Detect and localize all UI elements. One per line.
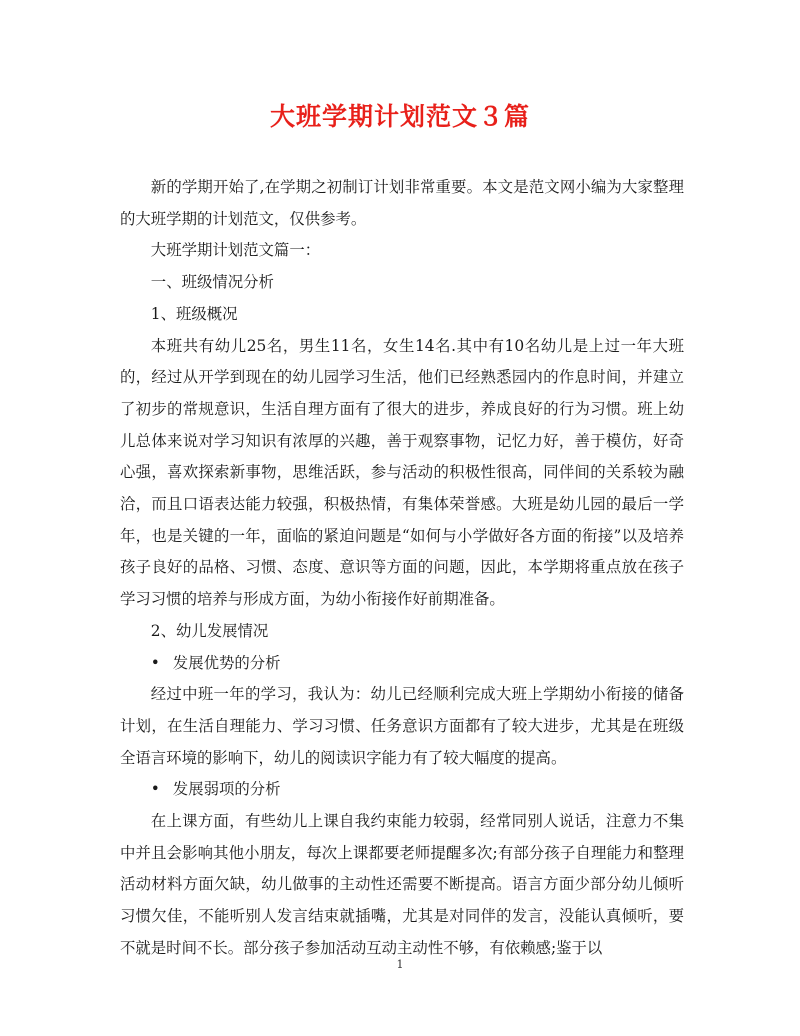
bullet-strengths [120, 648, 684, 680]
document-title: 大班学期计划范文３篇 [269, 102, 530, 131]
page-number: 1 [396, 958, 404, 971]
bullet-weaknesses [120, 774, 684, 806]
section-heading-plan-one: 大班学期计划范文篇一： [150, 241, 321, 260]
subheading-class-overview: 1、班级概况 [150, 304, 238, 323]
strengths-paragraph: 经过中班一年的学习，我认为：幼儿已经顺利完成大班上学期幼小衔接的储备计划，在生活自理能力、学习习惯、任务意识方面都有了较大进步，尤其是在班级全语言环境的影响下，幼儿的阅读识字能力有了较大幅度的提高。 [120, 685, 684, 767]
weaknesses-paragraph: 在上课方面，有些幼儿上课自我约束能力较弱，经常同别人说话，注意力不集中并且会影响其他小朋友，每次上课都要老师提醒多次;有部分孩子自理能力和整理活动材料方面欠缺，幼儿做事的主动性还需要不断提高。语言方面少部分幼儿倾听习惯欠佳，不能听别人发言结束就插嘴，尤其是对同伴的发言，没能认真倾听，要不就是时间不长。部分孩子参加活动互动主动性不够，有依赖感;鉴于以 [120, 812, 684, 957]
section-heading-class-analysis: 一、班级情况分析 [150, 273, 274, 292]
intro-paragraph: 新的学期开始了,在学期之初制订计划非常重要。本文是范文网小编为大家整理的大班学期的计划范文，仅供参考。 [120, 178, 684, 228]
document-body [120, 172, 684, 965]
bullet-marker: • [150, 780, 160, 799]
class-overview-paragraph: 本班共有幼儿25名，男生11名，女生14名.其中有10名幼儿是上过一年大班的，经过从开学到现在的幼儿园学习生活，他们已经熟悉园内的作息时间，并建立了初步的常规意识，生活自理方面有了很大的进步，养成良好的行为习惯。班上幼儿总体来说对学习知识有浓厚的兴趣，善于观察事物，记忆力好，善于模仿，好奇心强，喜欢探索新事物，思维活跃，参与活动的积极性很高，同伴间的关系较为融洽，而且口语表达能力较强，积极热情，有集体荣誉感。大班是幼儿园的最后一学年，也是关键的一年，面临的紧迫问题是“如何与小学做好各方面的衔接”以及培养孩子良好的品格、习惯、态度、意识等方面的问题，因此，本学期将重点放在孩子学习习惯的培养与形成方面，为幼小衔接作好前期准备。 [120, 336, 684, 609]
bullet-strengths-label: 发展优势的分析 [172, 653, 281, 672]
bullet-marker: • [150, 653, 160, 672]
bullet-weaknesses-label: 发展弱项的分析 [172, 780, 281, 799]
subheading-child-development: 2、幼儿发展情况 [150, 621, 269, 640]
